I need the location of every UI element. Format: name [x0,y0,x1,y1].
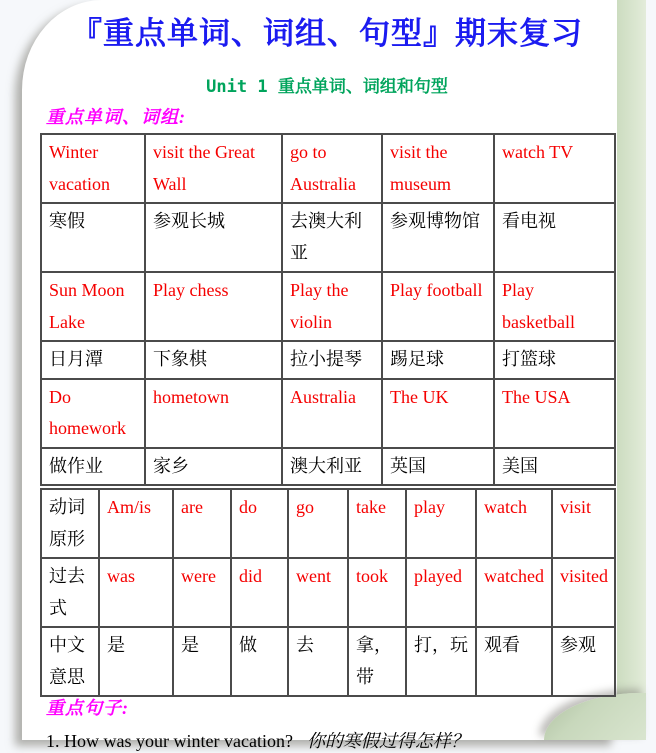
table-cell: Winter vacation [41,134,145,203]
table-cell: visit the museum [382,134,494,203]
table-cell: 是 [99,627,173,696]
table-cell: Play football [382,272,494,341]
row-header-cell: 过去式 [41,558,99,627]
table-cell: The UK [382,379,494,448]
table-row [41,558,615,627]
table-cell: 打篮球 [494,341,615,379]
table-cell: 英国 [382,448,494,486]
table-cell: 拿，带 [348,627,406,696]
table-cell: take [348,489,406,558]
decorative-green-border [617,0,646,740]
table-cell: played [406,558,476,627]
table-cell: did [231,558,288,627]
table-cell: 拉小提琴 [282,341,382,379]
table-row [41,134,615,203]
table-row [41,341,615,379]
table-row [41,379,615,448]
row-header-cell: 中文意思 [41,627,99,696]
table-cell: 看电视 [494,203,615,272]
table-cell: 观看 [476,627,552,696]
sentence-line-1 [46,727,614,753]
table-cell: 下象棋 [145,341,282,379]
table-row [41,627,615,696]
table-cell: Play the violin [282,272,382,341]
table-cell: visited [552,558,615,627]
table-cell: watch TV [494,134,615,203]
table-cell: Am/is [99,489,173,558]
table-cell: go [288,489,348,558]
table-cell: watch [476,489,552,558]
table-cell: 参观博物馆 [382,203,494,272]
table-cell: 踢足球 [382,341,494,379]
table-cell: Play basketball [494,272,615,341]
table-cell: 参观 [552,627,615,696]
table-cell: hometown [145,379,282,448]
table-cell: were [173,558,231,627]
verb-forms-table [40,488,616,697]
table-cell: Sun Moon Lake [41,272,145,341]
table-cell: 美国 [494,448,615,486]
table-cell: 去 [288,627,348,696]
table-cell: Australia [282,379,382,448]
table-cell: 澳大利亚 [282,448,382,486]
table-cell: play [406,489,476,558]
section-label-key-words: 重点单词、词组: [46,103,186,129]
section-label-key-sentences: 重点句子: [46,694,129,720]
table-cell: 打，玩 [406,627,476,696]
table-cell: 是 [173,627,231,696]
table-cell: are [173,489,231,558]
page-title: 『重点单词、词组、句型』期末复习 [40,8,614,53]
table-cell: went [288,558,348,627]
table-cell: 参观长城 [145,203,282,272]
table-cell: took [348,558,406,627]
sentence-1-chinese: 你的寒假过得怎样？ [307,731,469,751]
table-cell: visit [552,489,615,558]
table-cell: 做作业 [41,448,145,486]
table-cell: was [99,558,173,627]
table-cell: go to Australia [282,134,382,203]
table-row [41,489,615,558]
table-cell: visit the Great Wall [145,134,282,203]
table-cell: 家乡 [145,448,282,486]
table-cell: 去澳大利亚 [282,203,382,272]
table-cell: Play chess [145,272,282,341]
table-cell: 寒假 [41,203,145,272]
table-row [41,272,615,341]
vocab-table [40,133,616,486]
table-cell: watched [476,558,552,627]
sentence-1-english: 1. How was your winter vacation? [46,731,293,751]
table-row [41,203,615,272]
table-cell: 做 [231,627,288,696]
unit-subtitle: Unit 1 重点单词、词组和句型 [40,72,614,97]
table-cell: Do homework [41,379,145,448]
table-cell: The USA [494,379,615,448]
row-header-cell: 动词原形 [41,489,99,558]
table-row [41,448,615,486]
table-cell: do [231,489,288,558]
table-cell: 日月潭 [41,341,145,379]
document-content [40,0,614,740]
